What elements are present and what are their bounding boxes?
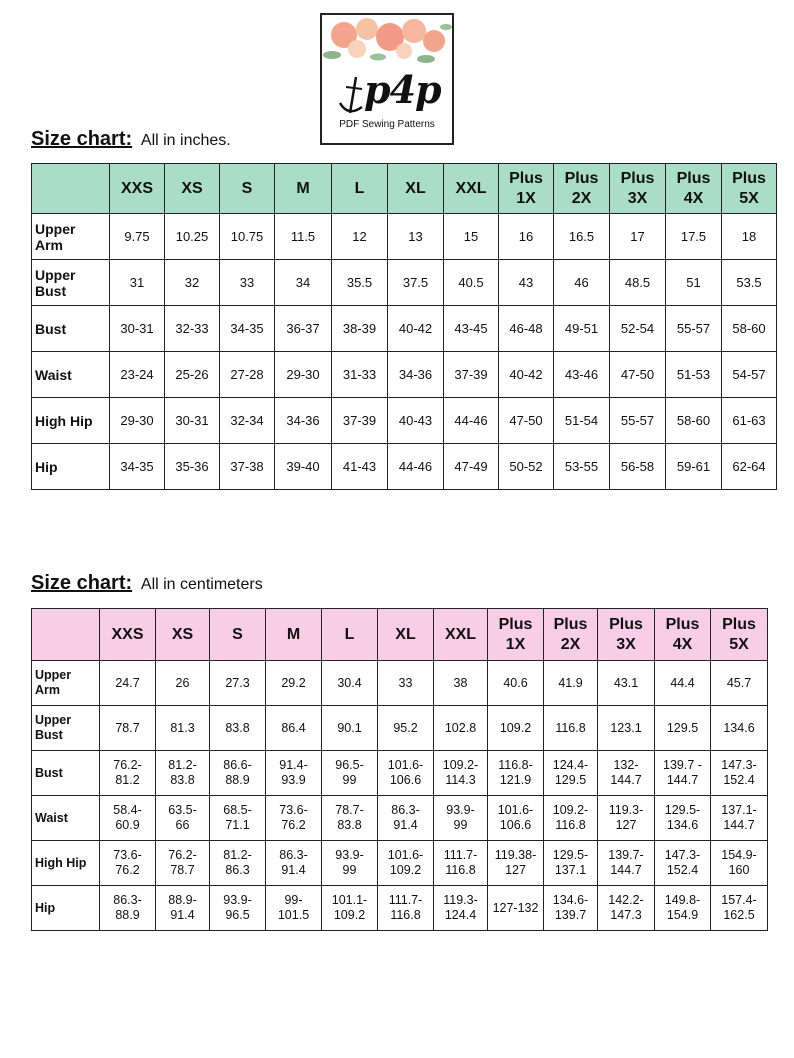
measurement-value: 43.1 — [598, 661, 655, 706]
measurement-label: High Hip — [32, 398, 110, 444]
measurement-value: 154.9- 160 — [711, 841, 768, 886]
measurement-value: 61-63 — [722, 398, 777, 444]
measurement-value: 129.5 — [655, 706, 711, 751]
measurement-value: 43 — [499, 260, 554, 306]
measurement-value: 38-39 — [332, 306, 388, 352]
measurement-value: 111.7- 116.8 — [434, 841, 488, 886]
measurement-value: 88.9- 91.4 — [156, 886, 210, 931]
measurement-value: 58-60 — [722, 306, 777, 352]
measurement-value: 31 — [110, 260, 165, 306]
measurement-value: 41-43 — [332, 444, 388, 490]
measurement-label: Hip — [32, 444, 110, 490]
measurement-value: 58-60 — [666, 398, 722, 444]
measurement-value: 58.4- 60.9 — [100, 796, 156, 841]
table-row — [32, 352, 777, 398]
measurement-label: Bust — [32, 751, 100, 796]
measurement-value: 93.9- 96.5 — [210, 886, 266, 931]
measurement-value: 40-42 — [388, 306, 444, 352]
measurement-value: 127-132 — [488, 886, 544, 931]
size-header: Plus 4X — [655, 609, 711, 661]
table-row — [32, 398, 777, 444]
measurement-value: 12 — [332, 214, 388, 260]
measurement-label: Waist — [32, 796, 100, 841]
chart-label: Size chart: — [31, 572, 133, 594]
size-header: XXS — [100, 609, 156, 661]
measurement-value: 93.9- 99 — [322, 841, 378, 886]
size-header: Plus 1X — [499, 164, 554, 214]
measurement-value: 32-34 — [220, 398, 275, 444]
measurement-value: 78.7 — [100, 706, 156, 751]
size-header: Plus 2X — [544, 609, 598, 661]
header-corner-cell — [32, 164, 110, 214]
measurement-value: 41.9 — [544, 661, 598, 706]
measurement-value: 30.4 — [322, 661, 378, 706]
measurement-value: 51 — [666, 260, 722, 306]
measurement-value: 96.5- 99 — [322, 751, 378, 796]
measurement-value: 37-38 — [220, 444, 275, 490]
size-header: XL — [388, 164, 444, 214]
measurement-value: 86.6- 88.9 — [210, 751, 266, 796]
measurement-value: 62-64 — [722, 444, 777, 490]
size-header-row — [32, 164, 777, 214]
measurement-value: 109.2- 114.3 — [434, 751, 488, 796]
measurement-value: 36-37 — [275, 306, 332, 352]
size-header: L — [332, 164, 388, 214]
size-header: L — [322, 609, 378, 661]
measurement-value: 50-52 — [499, 444, 554, 490]
size-header: Plus 2X — [554, 164, 610, 214]
measurement-label: Bust — [32, 306, 110, 352]
measurement-value: 32 — [165, 260, 220, 306]
measurement-value: 101.1- 109.2 — [322, 886, 378, 931]
measurement-value: 34-36 — [275, 398, 332, 444]
size-header: XS — [165, 164, 220, 214]
measurement-label: Upper Arm — [32, 214, 110, 260]
measurement-value: 46 — [554, 260, 610, 306]
size-header: XL — [378, 609, 434, 661]
measurement-value: 26 — [156, 661, 210, 706]
measurement-value: 34-36 — [388, 352, 444, 398]
measurement-value: 119.38- 127 — [488, 841, 544, 886]
measurement-value: 86.4 — [266, 706, 322, 751]
measurement-value: 93.9- 99 — [434, 796, 488, 841]
measurement-value: 30-31 — [110, 306, 165, 352]
size-header: Plus 3X — [610, 164, 666, 214]
measurement-value: 134.6 — [711, 706, 768, 751]
inches-chart-heading — [31, 128, 231, 151]
centimeters-size-table — [31, 608, 768, 931]
measurement-value: 149.8- 154.9 — [655, 886, 711, 931]
measurement-value: 34-35 — [110, 444, 165, 490]
measurement-value: 25-26 — [165, 352, 220, 398]
measurement-value: 40.6 — [488, 661, 544, 706]
measurement-value: 16 — [499, 214, 554, 260]
measurement-value: 124.4- 129.5 — [544, 751, 598, 796]
measurement-value: 37-39 — [332, 398, 388, 444]
inches-size-table — [31, 163, 777, 490]
measurement-value: 55-57 — [610, 398, 666, 444]
measurement-value: 34 — [275, 260, 332, 306]
measurement-value: 142.2- 147.3 — [598, 886, 655, 931]
table-row — [32, 214, 777, 260]
measurement-value: 102.8 — [434, 706, 488, 751]
measurement-value: 55-57 — [666, 306, 722, 352]
size-header: XXS — [110, 164, 165, 214]
measurement-value: 47-50 — [499, 398, 554, 444]
measurement-value: 43-45 — [444, 306, 499, 352]
measurement-value: 38 — [434, 661, 488, 706]
measurement-value: 37-39 — [444, 352, 499, 398]
measurement-value: 123.1 — [598, 706, 655, 751]
measurement-value: 29-30 — [275, 352, 332, 398]
measurement-value: 45.7 — [711, 661, 768, 706]
size-header: Plus 3X — [598, 609, 655, 661]
brand-logo — [320, 13, 454, 145]
measurement-value: 56-58 — [610, 444, 666, 490]
measurement-value: 109.2 — [488, 706, 544, 751]
measurement-value: 32-33 — [165, 306, 220, 352]
measurement-value: 27-28 — [220, 352, 275, 398]
measurement-value: 86.3- 91.4 — [266, 841, 322, 886]
measurement-value: 116.8- 121.9 — [488, 751, 544, 796]
measurement-value: 95.2 — [378, 706, 434, 751]
measurement-value: 53-55 — [554, 444, 610, 490]
measurement-value: 91.4- 93.9 — [266, 751, 322, 796]
measurement-value: 10.25 — [165, 214, 220, 260]
measurement-value: 90.1 — [322, 706, 378, 751]
size-header: XS — [156, 609, 210, 661]
measurement-value: 129.5- 137.1 — [544, 841, 598, 886]
measurement-value: 10.75 — [220, 214, 275, 260]
logo-mark: p4p — [364, 67, 441, 112]
measurement-value: 78.7- 83.8 — [322, 796, 378, 841]
measurement-value: 147.3- 152.4 — [711, 751, 768, 796]
measurement-value: 73.6- 76.2 — [100, 841, 156, 886]
measurement-value: 30-31 — [165, 398, 220, 444]
measurement-value: 47-50 — [610, 352, 666, 398]
measurement-value: 44-46 — [388, 444, 444, 490]
size-header: S — [220, 164, 275, 214]
measurement-value: 51-53 — [666, 352, 722, 398]
size-header: Plus 1X — [488, 609, 544, 661]
measurement-value: 73.6- 76.2 — [266, 796, 322, 841]
measurement-value: 24.7 — [100, 661, 156, 706]
measurement-value: 59-61 — [666, 444, 722, 490]
measurement-value: 44-46 — [444, 398, 499, 444]
measurement-value: 16.5 — [554, 214, 610, 260]
measurement-value: 47-49 — [444, 444, 499, 490]
measurement-value: 35-36 — [165, 444, 220, 490]
measurement-value: 17.5 — [666, 214, 722, 260]
measurement-value: 86.3- 88.9 — [100, 886, 156, 931]
measurement-value: 49-51 — [554, 306, 610, 352]
measurement-value: 40-43 — [388, 398, 444, 444]
measurement-value: 23-24 — [110, 352, 165, 398]
measurement-value: 83.8 — [210, 706, 266, 751]
measurement-value: 101.6- 106.6 — [378, 751, 434, 796]
measurement-value: 63.5- 66 — [156, 796, 210, 841]
measurement-label: Upper Arm — [32, 661, 100, 706]
size-header: XXL — [434, 609, 488, 661]
measurement-value: 31-33 — [332, 352, 388, 398]
size-header-row — [32, 609, 768, 661]
table-row — [32, 751, 768, 796]
measurement-value: 134.6- 139.7 — [544, 886, 598, 931]
measurement-value: 18 — [722, 214, 777, 260]
measurement-label: Waist — [32, 352, 110, 398]
size-header: Plus 5X — [711, 609, 768, 661]
measurement-label: Upper Bust — [32, 260, 110, 306]
measurement-value: 37.5 — [388, 260, 444, 306]
table-row — [32, 841, 768, 886]
logo-tagline: PDF Sewing Patterns — [339, 119, 435, 130]
measurement-value: 35.5 — [332, 260, 388, 306]
measurement-value: 54-57 — [722, 352, 777, 398]
flower-decoration-icon — [322, 15, 452, 75]
measurement-value: 119.3- 124.4 — [434, 886, 488, 931]
measurement-value: 109.2- 116.8 — [544, 796, 598, 841]
size-header: Plus 5X — [722, 164, 777, 214]
measurement-value: 132- 144.7 — [598, 751, 655, 796]
measurement-value: 27.3 — [210, 661, 266, 706]
measurement-value: 101.6- 109.2 — [378, 841, 434, 886]
measurement-value: 81.2- 83.8 — [156, 751, 210, 796]
table-row — [32, 886, 768, 931]
measurement-value: 52-54 — [610, 306, 666, 352]
measurement-value: 99- 101.5 — [266, 886, 322, 931]
table-row — [32, 661, 768, 706]
measurement-value: 46-48 — [499, 306, 554, 352]
measurement-value: 81.2- 86.3 — [210, 841, 266, 886]
measurement-value: 17 — [610, 214, 666, 260]
size-header: XXL — [444, 164, 499, 214]
measurement-value: 13 — [388, 214, 444, 260]
size-header: M — [266, 609, 322, 661]
measurement-value: 51-54 — [554, 398, 610, 444]
size-header: S — [210, 609, 266, 661]
chart-unit-note: All in inches. — [140, 132, 231, 149]
measurement-label: High Hip — [32, 841, 100, 886]
size-header: M — [275, 164, 332, 214]
size-header: Plus 4X — [666, 164, 722, 214]
table-row — [32, 260, 777, 306]
measurement-value: 11.5 — [275, 214, 332, 260]
measurement-value: 139.7- 144.7 — [598, 841, 655, 886]
measurement-value: 76.2- 81.2 — [100, 751, 156, 796]
measurement-value: 40-42 — [499, 352, 554, 398]
measurement-value: 101.6- 106.6 — [488, 796, 544, 841]
measurement-value: 29.2 — [266, 661, 322, 706]
chart-label: Size chart: — [31, 128, 133, 150]
measurement-value: 43-46 — [554, 352, 610, 398]
measurement-value: 147.3- 152.4 — [655, 841, 711, 886]
measurement-value: 33 — [220, 260, 275, 306]
measurement-label: Upper Bust — [32, 706, 100, 751]
measurement-value: 29-30 — [110, 398, 165, 444]
centimeters-chart-heading — [31, 572, 263, 595]
measurement-value: 40.5 — [444, 260, 499, 306]
measurement-value: 137.1- 144.7 — [711, 796, 768, 841]
measurement-value: 139.7 - 144.7 — [655, 751, 711, 796]
measurement-value: 34-35 — [220, 306, 275, 352]
chart-unit-note: All in centimeters — [140, 576, 263, 593]
measurement-value: 53.5 — [722, 260, 777, 306]
measurement-value: 86.3- 91.4 — [378, 796, 434, 841]
measurement-value: 116.8 — [544, 706, 598, 751]
measurement-value: 15 — [444, 214, 499, 260]
measurement-value: 48.5 — [610, 260, 666, 306]
measurement-value: 76.2- 78.7 — [156, 841, 210, 886]
measurement-value: 39-40 — [275, 444, 332, 490]
measurement-value: 44.4 — [655, 661, 711, 706]
measurement-value: 129.5- 134.6 — [655, 796, 711, 841]
measurement-value: 9.75 — [110, 214, 165, 260]
table-row — [32, 306, 777, 352]
measurement-value: 119.3- 127 — [598, 796, 655, 841]
table-row — [32, 796, 768, 841]
measurement-value: 81.3 — [156, 706, 210, 751]
measurement-value: 33 — [378, 661, 434, 706]
table-row — [32, 706, 768, 751]
measurement-label: Hip — [32, 886, 100, 931]
header-corner-cell — [32, 609, 100, 661]
measurement-value: 68.5- 71.1 — [210, 796, 266, 841]
measurement-value: 157.4- 162.5 — [711, 886, 768, 931]
measurement-value: 111.7- 116.8 — [378, 886, 434, 931]
table-row — [32, 444, 777, 490]
